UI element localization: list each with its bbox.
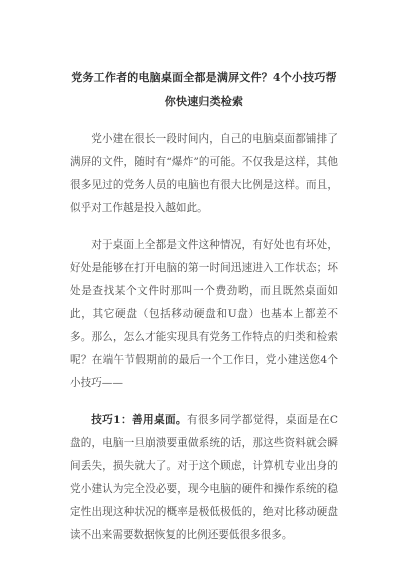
tip-1-heading: 技巧1：善用桌面。 <box>91 414 187 426</box>
paragraph-context: 对于桌面上全都是文件这种情况，有好处也有坏处，好处是能够在打开电脑的第一时间迅速进入工作状态；坏处是查找某个文件时那叫一个费劲哟，而且既然桌面如此，其它硬盘（包括移动硬盘和U盘）也基本上都差不多。那么，怎么才能实现具有党务工作特点的归类和检索呢？在端午节假期前的最后一个工作日，党小建送您4个小技巧—— <box>70 239 338 389</box>
paragraph-intro: 党小建在很长一段时间内，自己的电脑桌面都铺排了满屏的文件，随时有“爆炸”的可能。不仅我是这样，其他很多见过的党务人员的电脑也有很大比例是这样。而且，似乎对工作越是投入越如此。 <box>70 133 338 214</box>
document-title: 党务工作者的电脑桌面全都是满屏文件？4个小技巧帮你快速归类检索 <box>71 71 337 108</box>
tip-1-body: 有很多同学都觉得，桌面是在C盘的，电脑一旦崩溃要重做系统的话，那这些资料就会瞬间丢失，损失就大了。对于这个顾虑，计算机专业出身的党小建认为完全没必要，现今电脑的硬件和操作系统的稳定性出现这种状况的概率是极低极低的，绝对比移动硬盘读不出来需要数据恢复的比例还要低很多很多。 <box>70 414 338 541</box>
paragraph-tip-1 <box>70 409 338 547</box>
